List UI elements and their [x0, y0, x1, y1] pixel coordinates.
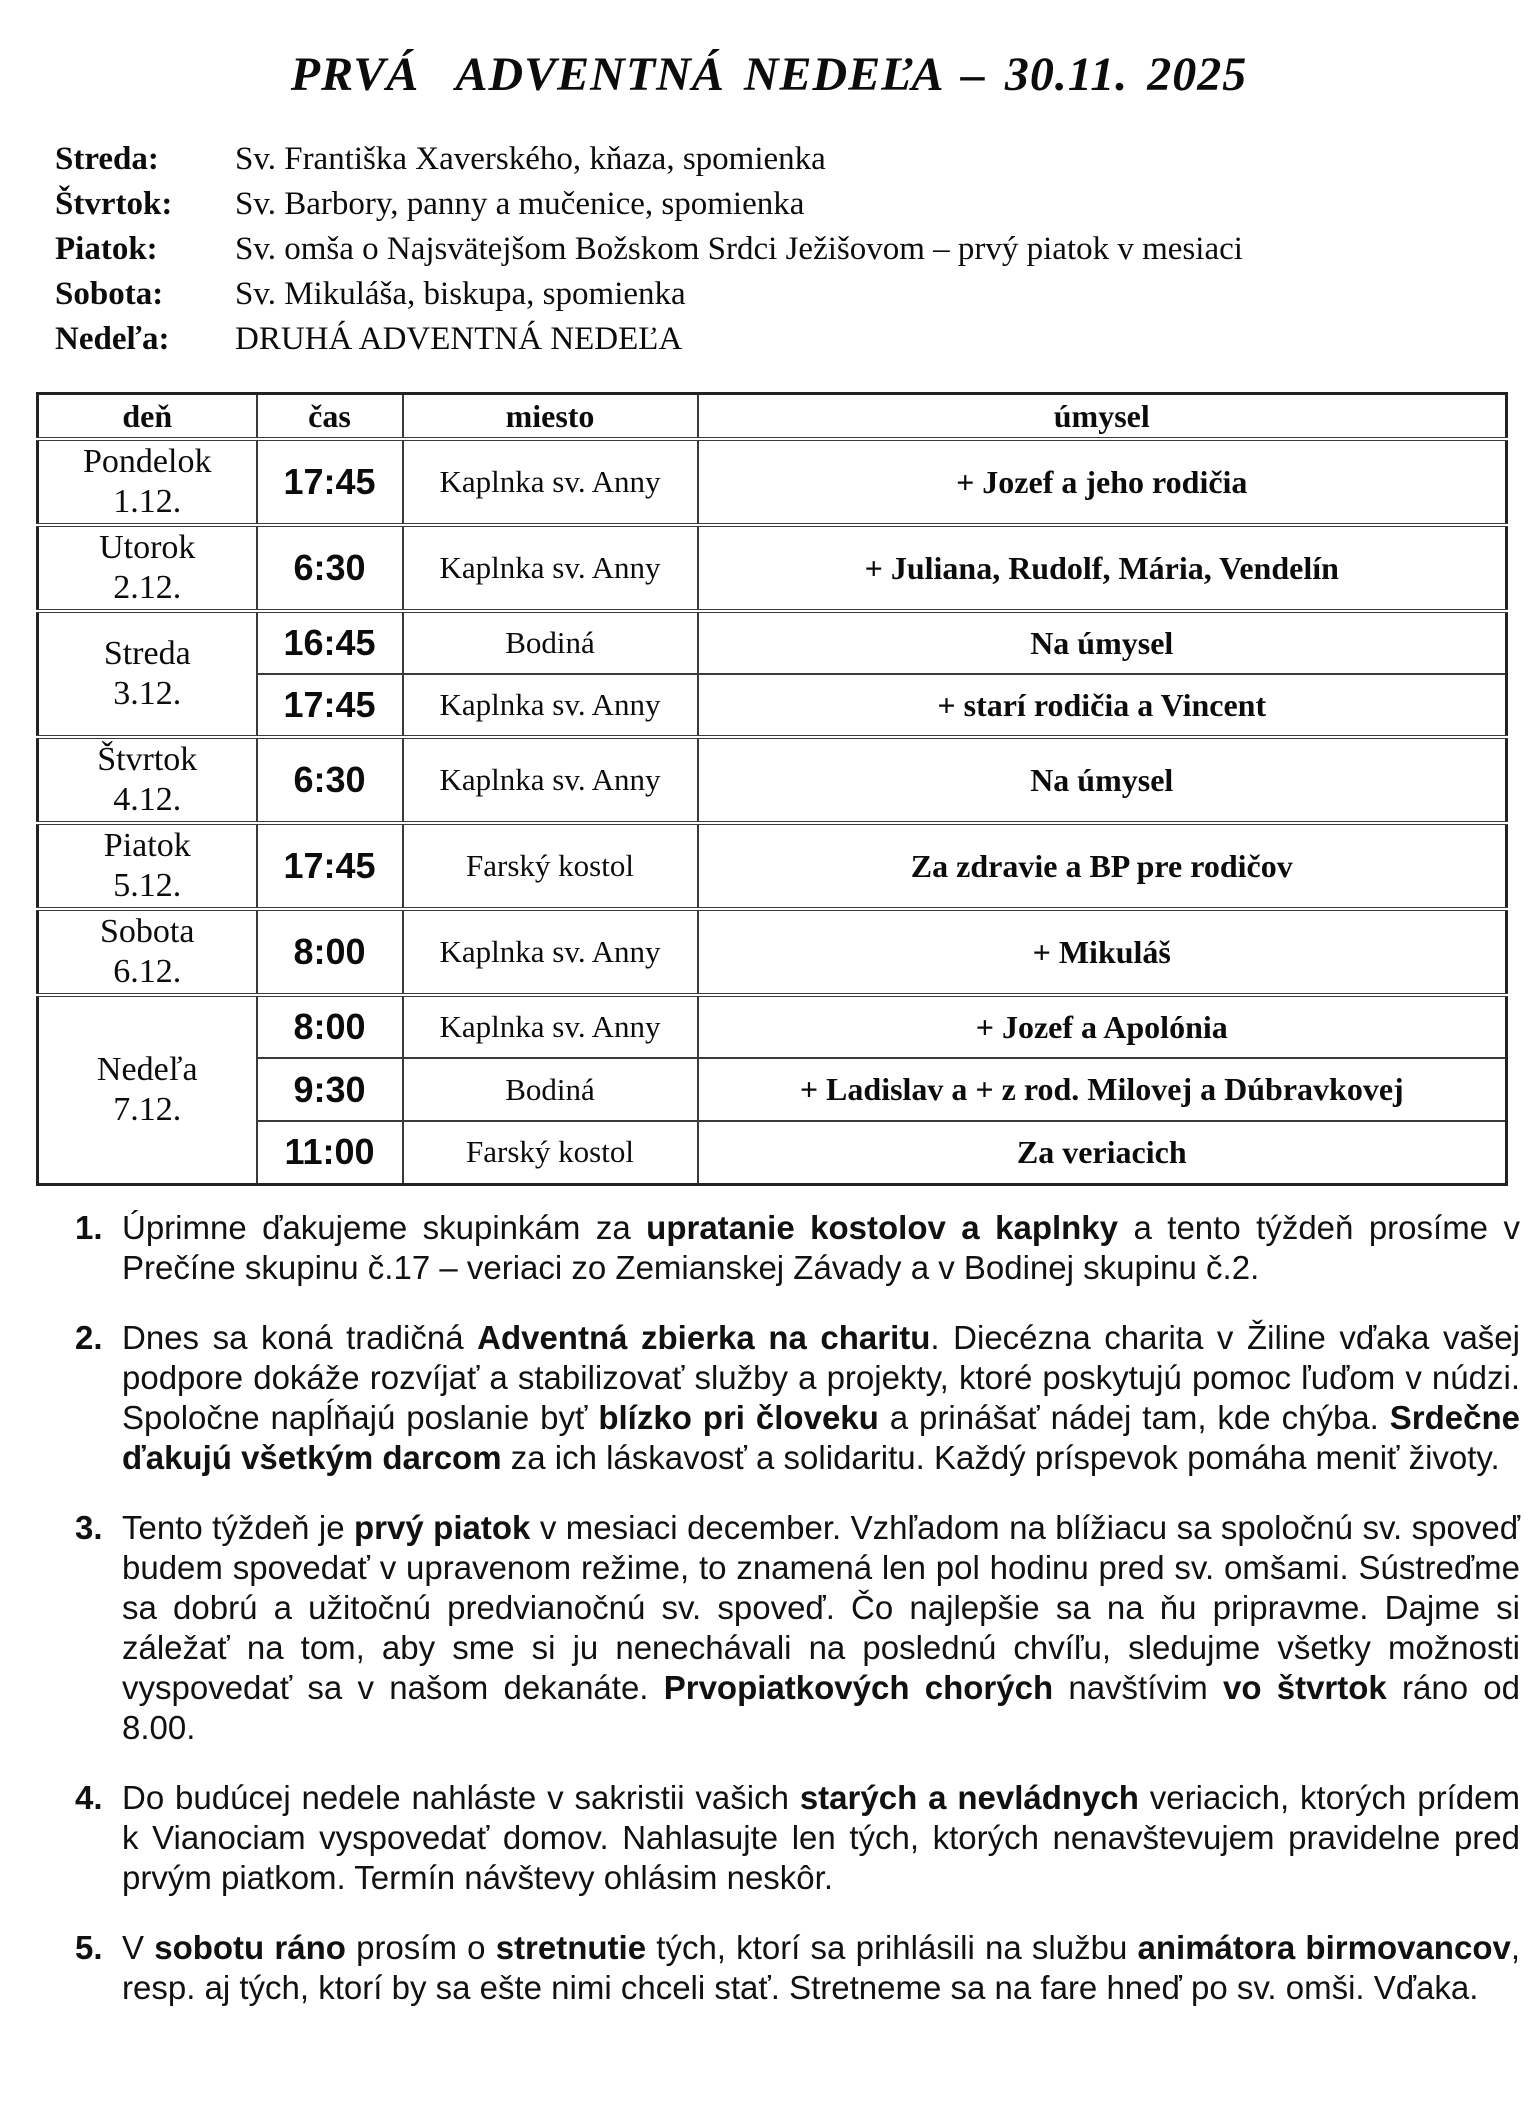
text-run: Tento týždeň je — [122, 1508, 355, 1546]
text-run: Dnes sa koná tradičná — [122, 1318, 478, 1356]
place-cell: Kaplnka sv. Anny — [403, 674, 698, 737]
feast-day-row — [55, 227, 1538, 272]
time-cell: 17:45 — [257, 674, 403, 737]
mass-row — [38, 909, 1507, 995]
text-run: ráno od 8.00. — [122, 1668, 1521, 1746]
bold-text-run: upratanie kostolov a kaplnky — [646, 1208, 1119, 1246]
text-run: a prinášať nádej tam, kde chýba. — [878, 1398, 1390, 1436]
text-run: v mesiaci december. Vzhľadom na blížiacu sa spoločnú sv. spoveď budem spovedať v upravenom režime, to znamená len pol hodinu pred sv. omšami. Sústreďme sa dobrú a užitočnú predvianočnú sv. spoveď. Čo najlepšie sa na ňu pripravme. Dajme si záležať na tom, aby sme si ju nenechávali na poslednú chvíľu, sledujme všetky možnosti vyspovedať sa v našom dekanáte. — [122, 1508, 1520, 1706]
text-run: veriacich, ktorých prídem k Vianociam vyspovedať domov. Nahlasujte len tých, ktorých nenavštevujem pravidelne pred prvým piatkom. Termín návštevy ohlásim neskôr. — [122, 1778, 1520, 1896]
intention-cell: + Mikuláš — [698, 909, 1507, 995]
place-cell: Kaplnka sv. Anny — [403, 439, 698, 525]
day-date: 4.12. — [113, 781, 182, 818]
mass-schedule-table — [36, 392, 1508, 1186]
feast-day-label: Streda: — [55, 141, 159, 177]
mass-row — [38, 1121, 1507, 1184]
day-cell — [38, 439, 257, 525]
intention-cell: + Juliana, Rudolf, Mária, Vendelín — [698, 525, 1507, 611]
page-title: PRVÁ ADVENTNÁ NEDEĽA – 30.11. 2025 — [290, 48, 1248, 101]
bold-text-run: blízko pri človeku — [598, 1398, 879, 1436]
place-cell: Farský kostol — [403, 1121, 698, 1184]
day-date: 6.12. — [113, 953, 182, 990]
text-run: V — [122, 1928, 155, 1966]
table-body — [38, 439, 1507, 1184]
feast-day-label: Nedeľa: — [55, 321, 170, 357]
text-run: a tento týždeň prosíme v Prečíne skupinu č.17 – veriaci zo Zemianskej Závady a v Bodinej skupinu č.2. — [122, 1208, 1520, 1286]
announcement-text — [122, 1319, 1520, 1476]
feast-day-text: Sv. Františka Xaverského, kňaza, spomienka — [235, 141, 826, 177]
day-date: 1.12. — [113, 483, 182, 520]
announcement-text — [122, 1509, 1520, 1746]
time-cell: 17:45 — [257, 439, 403, 525]
time-cell: 9:30 — [257, 1058, 403, 1121]
announcement-number: 1. — [75, 1208, 103, 1246]
column-header: úmysel — [698, 394, 1507, 440]
feast-day-label: Štvrtok: — [55, 186, 173, 222]
text-run: navštívim — [1053, 1668, 1223, 1706]
bold-text-run: vo štvrtok — [1222, 1668, 1387, 1706]
feast-day-row — [55, 182, 1538, 227]
day-name: Štvrtok — [97, 741, 198, 778]
table-header-row — [38, 394, 1507, 440]
day-name: Utorok — [99, 529, 196, 566]
day-date: 7.12. — [113, 1090, 182, 1128]
feast-day-list — [55, 137, 1538, 362]
feast-day-row — [55, 272, 1538, 317]
time-cell: 16:45 — [257, 611, 403, 674]
bold-text-run: prvý piatok — [354, 1508, 531, 1546]
mass-row — [38, 737, 1507, 823]
announcement-item — [75, 1508, 1520, 1748]
bold-text-run: Adventná zbierka na charitu — [477, 1318, 931, 1356]
place-cell: Bodiná — [403, 1058, 698, 1121]
announcement-text — [122, 1779, 1520, 1896]
day-cell — [38, 737, 257, 823]
place-cell: Bodiná — [403, 611, 698, 674]
text-run: tých, ktorí sa prihlásili na službu — [646, 1928, 1138, 1966]
text-run: , resp. aj tých, ktorí by sa ešte nimi chceli stať. Stretneme sa na fare hneď po sv. omši. Vďaka. — [122, 1928, 1520, 2006]
place-cell: Kaplnka sv. Anny — [403, 995, 698, 1058]
text-run: Do budúcej nedele nahláste v sakristii vašich — [122, 1778, 800, 1816]
announcement-item — [75, 1208, 1520, 1288]
feast-day-text: DRUHÁ ADVENTNÁ NEDEĽA — [235, 321, 683, 357]
day-date: 5.12. — [113, 867, 182, 904]
day-name: Nedeľa — [96, 1050, 198, 1088]
bold-text-run: starých a nevládnych — [799, 1778, 1139, 1816]
mass-row — [38, 823, 1507, 909]
mass-row — [38, 525, 1507, 611]
text-run: za ich láskavosť a solidaritu. Každý príspevok pomáha meniť životy. — [501, 1438, 1500, 1476]
bold-text-run: Prvopiatkových chorých — [663, 1668, 1054, 1706]
day-name: Sobota — [100, 913, 195, 950]
announcement-text — [122, 1929, 1520, 2006]
mass-row — [38, 674, 1507, 737]
intention-cell: + starí rodičia a Vincent — [698, 674, 1507, 737]
announcement-item — [75, 1318, 1520, 1478]
time-cell: 8:00 — [257, 909, 403, 995]
day-name: Streda — [103, 635, 191, 672]
text-run: . Diecézna charita v Žiline vďaka vašej podpore dokáže rozvíjať a stabilizovať služby a projekty, ktoré poskytujú pomoc ľuďom v núdzi. Spoločne napĺňajú poslanie byť — [122, 1318, 1520, 1436]
intention-cell: Na úmysel — [698, 737, 1507, 823]
text-run: prosím o — [345, 1928, 496, 1966]
place-cell: Kaplnka sv. Anny — [403, 737, 698, 823]
time-cell: 8:00 — [257, 995, 403, 1058]
announcement-item — [75, 1928, 1520, 2008]
time-cell: 6:30 — [257, 737, 403, 823]
announcement-number: 2. — [75, 1318, 103, 1356]
day-cell — [38, 525, 257, 611]
place-cell: Kaplnka sv. Anny — [403, 525, 698, 611]
bold-text-run: stretnutie — [495, 1928, 647, 1966]
announcement-number: 5. — [75, 1928, 103, 1966]
column-header: čas — [257, 394, 403, 440]
day-cell — [38, 611, 257, 737]
time-cell: 11:00 — [257, 1121, 403, 1184]
place-cell: Farský kostol — [403, 823, 698, 909]
day-name: Piatok — [103, 827, 191, 864]
intention-cell: Za zdravie a BP pre rodičov — [698, 823, 1507, 909]
day-cell — [38, 909, 257, 995]
day-date: 3.12. — [113, 675, 182, 712]
feast-day-label: Piatok: — [55, 231, 158, 267]
announcement-number: 4. — [75, 1778, 103, 1816]
mass-row — [38, 995, 1507, 1058]
intention-cell: + Ladislav a + z rod. Milovej a Dúbravkovej — [698, 1058, 1507, 1121]
intention-cell: Na úmysel — [698, 611, 1507, 674]
intention-cell: + Jozef a Apolónia — [698, 995, 1507, 1058]
announcement-text — [122, 1209, 1520, 1286]
time-cell: 6:30 — [257, 525, 403, 611]
mass-row — [38, 439, 1507, 525]
time-cell: 17:45 — [257, 823, 403, 909]
bold-text-run: sobotu ráno — [154, 1928, 346, 1966]
bold-text-run: animátora birmovancov — [1137, 1928, 1511, 1966]
feast-day-text: Sv. Mikuláša, biskupa, spomienka — [235, 276, 686, 312]
announcement-number: 3. — [75, 1508, 103, 1546]
mass-row — [38, 1058, 1507, 1121]
place-cell: Kaplnka sv. Anny — [403, 909, 698, 995]
feast-day-text: Sv. Barbory, panny a mučenice, spomienka — [235, 186, 805, 222]
column-header: deň — [38, 394, 257, 440]
feast-day-row — [55, 317, 1538, 362]
day-cell — [38, 823, 257, 909]
day-cell — [38, 995, 257, 1184]
bold-text-run: Srdečne ďakujú všetkým darcom — [122, 1398, 1520, 1476]
intention-cell: + Jozef a jeho rodičia — [698, 439, 1507, 525]
announcement-item — [75, 1778, 1520, 1898]
feast-day-row — [55, 137, 1538, 182]
feast-day-text: Sv. omša o Najsvätejšom Božskom Srdci Ježišovom – prvý piatok v mesiaci — [235, 231, 1243, 267]
text-run: Úprimne ďakujeme skupinkám za — [122, 1208, 647, 1246]
announcements-list — [75, 1208, 1520, 2008]
day-name: Pondelok — [83, 443, 212, 480]
day-date: 2.12. — [113, 569, 182, 606]
column-header: miesto — [403, 394, 698, 440]
feast-day-label: Sobota: — [55, 276, 164, 312]
intention-cell: Za veriacich — [698, 1121, 1507, 1184]
mass-row — [38, 611, 1507, 674]
